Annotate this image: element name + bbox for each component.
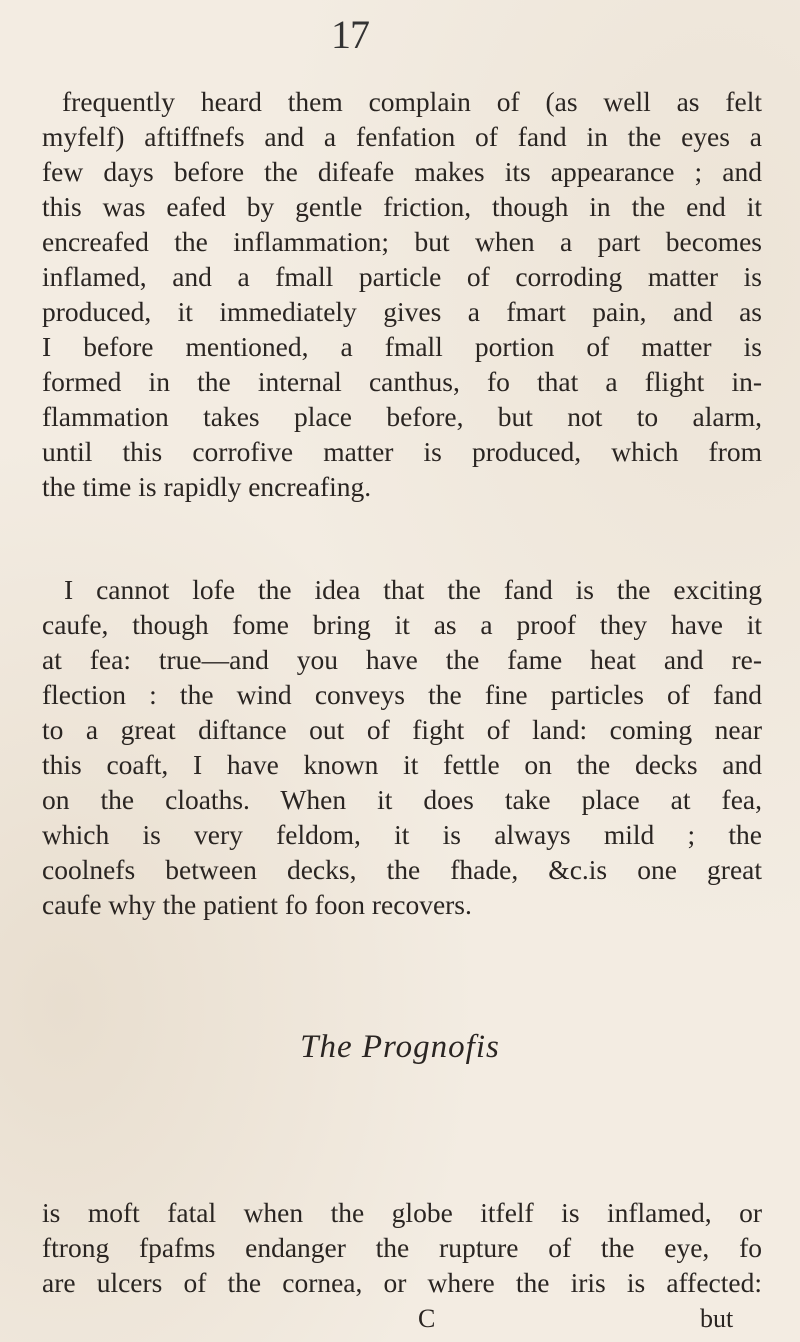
text-line: at fea: true—and you have the fame heat and re- xyxy=(42,644,762,675)
text-line: I before mentioned, a fmall portion of matter is xyxy=(42,331,762,362)
text-line: I cannot lofe the idea that the fand is the exciting xyxy=(64,574,762,605)
text-line: encreafed the inflammation; but when a part becomes xyxy=(42,226,762,257)
text-line: frequently heard them complain of (as well as felt xyxy=(62,86,762,117)
text-line: is moft fatal when the globe itfelf is inflamed, or xyxy=(42,1197,762,1228)
text-line: ftrong fpafms endanger the rupture of the eye, fo xyxy=(42,1232,762,1263)
text-line: on the cloaths. When it does take place at fea, xyxy=(42,784,762,815)
text-line: which is very feldom, it is always mild ; the xyxy=(42,819,762,850)
text-line: coolnefs between decks, the fhade, &c.is one great xyxy=(42,854,762,885)
catchword: but xyxy=(700,1304,734,1333)
text-line: caufe why the patient fo foon recovers. xyxy=(42,889,472,920)
text-line: formed in the internal canthus, fo that a flight in- xyxy=(42,366,762,397)
page-number: 17 xyxy=(331,12,369,57)
text-line: to a great diftance out of fight of land: coming near xyxy=(42,714,762,745)
text-line: produced, it immediately gives a fmart pain, and as xyxy=(42,296,762,327)
text-line: few days before the difeafe makes its appearance ; and xyxy=(42,156,762,187)
text-line: flammation takes place before, but not to alarm, xyxy=(42,401,762,432)
text-line: until this corrofive matter is produced, which from xyxy=(42,436,762,467)
text-line: this was eafed by gentle friction, though in the end it xyxy=(42,191,762,222)
text-line: myfelf) aftiffnefs and a fenfation of fand in the eyes a xyxy=(42,121,762,152)
text-line: inflamed, and a fmall particle of corroding matter is xyxy=(42,261,762,292)
text-line: this coaft, I have known it fettle on the decks and xyxy=(42,749,762,780)
text-line: the time is rapidly encreafing. xyxy=(42,471,372,502)
signature-mark: C xyxy=(418,1304,436,1333)
text-line: caufe, though fome bring it as a proof they have it xyxy=(42,609,762,640)
text-line: flection : the wind conveys the fine particles of fand xyxy=(42,679,762,710)
section-heading: The Prognofis xyxy=(300,1029,500,1065)
text-line: are ulcers of the cornea, or where the iris is affected: xyxy=(42,1267,762,1298)
